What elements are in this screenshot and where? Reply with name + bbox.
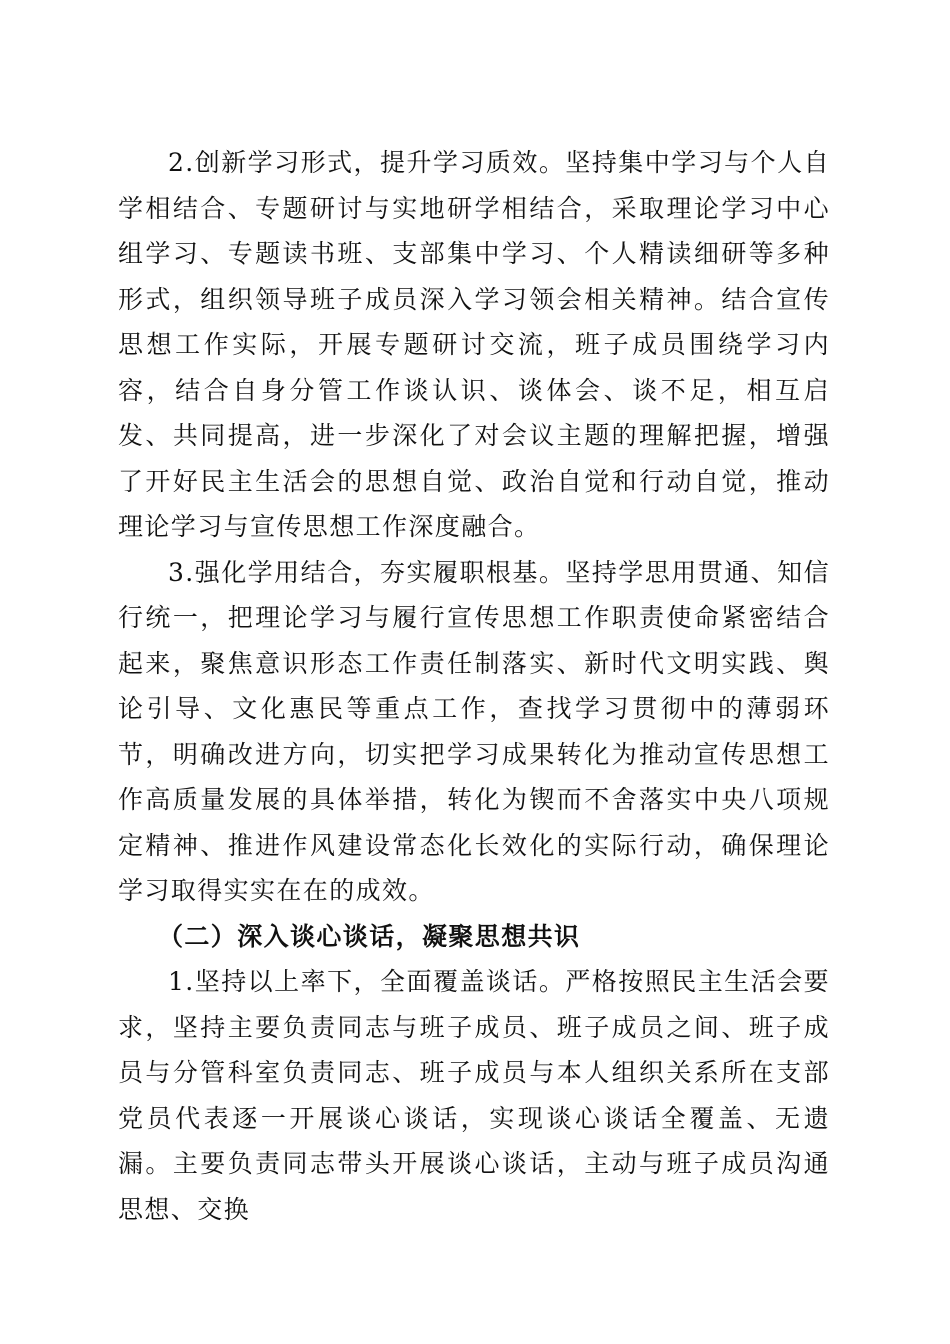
paragraph-innovate-study-forms: 2.创新学习形式，提升学习质效。坚持集中学习与个人自学相结合、专题研讨与实地研学相结合，采取理论学习中心组学习、专题读书班、支部集中学习、个人精读细研等多种形式，组织领导班子成员深入学习领会相关精神。结合宣传思想工作实际，开展专题研讨交流，班子成员围绕学习内容，结合自身分管工作谈认识、谈体会、谈不足，相互启发、共同提高，进一步深化了对会议主题的理解把握，增强了开好民主生活会的思想自觉、政治自觉和行动自觉，推动理论学习与宣传思想工作深度融合。 [118,148,830,541]
section-heading: （二）深入谈心谈话，凝聚思想共识 [158,921,581,951]
document-body [118,140,830,1232]
paragraph-lead-by-example-talks: 1.坚持以上率下，全面覆盖谈话。严格按照民主生活会要求，坚持主要负责同志与班子成员、班子成员之间、班子成员与分管科室负责同志、班子成员与本人组织关系所在支部党员代表逐一开展谈心谈话，实现谈心谈话全覆盖、无遗漏。主要负责同志带头开展谈心谈话，主动与班子成员沟通思想、交换 [118,967,830,1224]
paragraph-combine-study-and-practice: 3.强化学用结合，夯实履职根基。坚持学思用贯通、知信行统一，把理论学习与履行宣传思想工作职责使命紧密结合起来，聚焦意识形态工作责任制落实、新时代文明实践、舆论引导、文化惠民等重点工作，查找学习贯彻中的薄弱环节，明确改进方向，切实把学习成果转化为推动宣传思想工作高质量发展的具体举措，转化为锲而不舍落实中央八项规定精神、推进作风建设常态化长效化的实际行动，确保理论学习取得实实在在的成效。 [118,557,830,905]
